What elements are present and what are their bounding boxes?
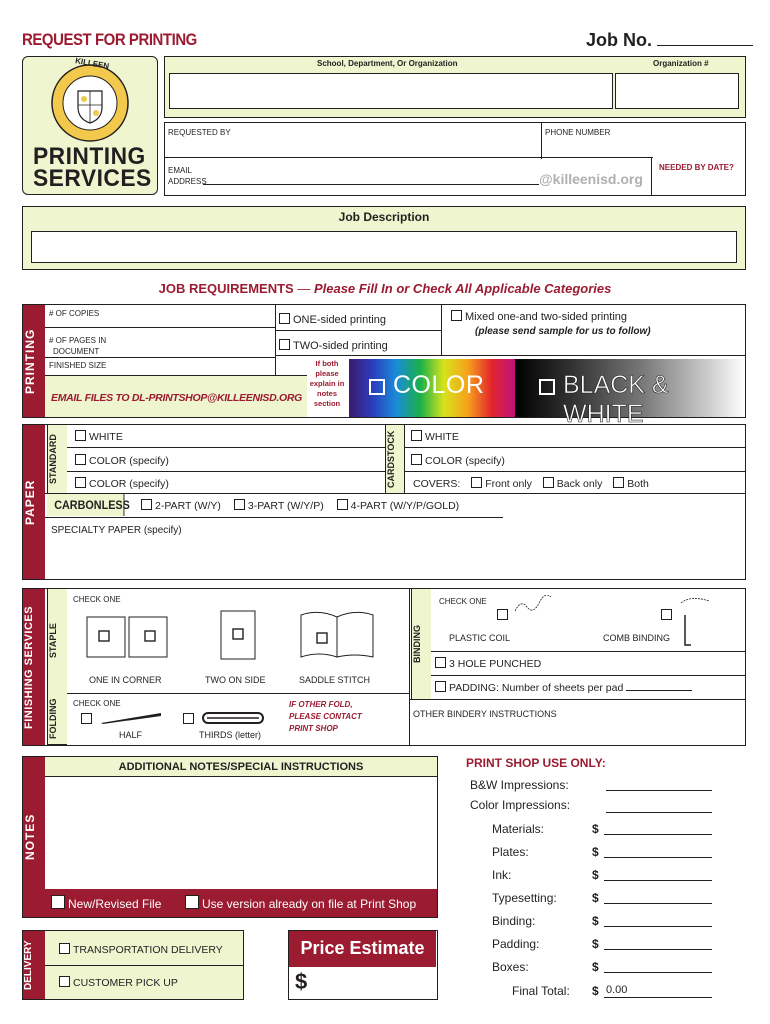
folding-label: FOLDING [47, 693, 67, 745]
job-no-label: Job No. [586, 30, 753, 51]
contact-panel [164, 122, 746, 196]
printing-section [22, 304, 746, 428]
materials-field[interactable] [604, 834, 712, 835]
other-bindery-field[interactable] [413, 723, 743, 741]
if-both-note: If both please explain in notes section [309, 359, 345, 408]
cost-row-binding: Binding: $ [492, 914, 714, 934]
final-total-field[interactable]: 0.00 [604, 984, 712, 998]
two-part-option[interactable]: 2-PART (W/Y) [141, 500, 221, 512]
two-side-label: TWO ON SIDE [205, 675, 266, 685]
cost-row-plates: Plates: $ [492, 845, 714, 865]
finished-size-label: FINISHED SIZE [49, 361, 107, 370]
transport-checkbox[interactable] [59, 943, 70, 954]
organization-panel [164, 56, 746, 118]
other-bindery-label: OTHER BINDERY INSTRUCTIONS [413, 709, 557, 719]
specialty-paper-label: SPECIALTY PAPER (specify) [51, 525, 182, 536]
cardstock-color-checkbox[interactable] [411, 454, 422, 465]
covers-row: COVERS: Front only Back only Both [413, 478, 649, 490]
half-fold-icon [99, 711, 163, 725]
thirds-label: THIRDS (letter) [199, 730, 262, 740]
logo-printing-text: PRINTING [33, 143, 146, 170]
plastic-coil-icon [513, 595, 553, 615]
three-part-option[interactable]: 3-PART (W/Y/P) [234, 500, 324, 512]
padding-sheets-field[interactable] [626, 690, 692, 691]
job-description-panel [22, 206, 746, 270]
price-estimate-field[interactable] [317, 971, 433, 997]
carbonless-options [141, 499, 459, 512]
comb-binding-icon [677, 595, 713, 649]
color-checkbox[interactable] [369, 379, 385, 395]
email-files-banner: EMAIL FILES TO DL-PRINTSHOP@KILLEENISD.ORG [45, 375, 307, 417]
file-options-bar [45, 889, 437, 917]
phone-label: PHONE NUMBER [545, 128, 611, 137]
notes-title: ADDITIONAL NOTES/SPECIAL INSTRUCTIONS [45, 757, 437, 777]
phone-field[interactable] [545, 139, 741, 155]
bw-impressions-label: B&W Impressions: [470, 778, 569, 792]
thirds-fold-checkbox[interactable] [183, 713, 194, 724]
notes-field[interactable] [49, 781, 433, 885]
logo-panel [22, 56, 158, 195]
thirds-fold-icon [201, 711, 265, 725]
specialty-paper-field[interactable] [51, 539, 741, 575]
use-version-checkbox[interactable] [185, 895, 199, 909]
binding-label: BINDING [411, 589, 431, 699]
front-only-checkbox[interactable] [471, 477, 482, 488]
standard-white-checkbox[interactable] [75, 430, 86, 441]
price-estimate-title: Price Estimate [289, 931, 436, 967]
transport-option[interactable]: TRANSPORTATION DELIVERY [59, 943, 223, 956]
mixed-option[interactable]: Mixed one-and two-sided printing [451, 310, 627, 323]
pickup-option[interactable]: CUSTOMER PICK UP [59, 976, 178, 989]
three-part-checkbox[interactable] [234, 499, 245, 510]
standard-color-checkbox-2[interactable] [75, 477, 86, 488]
typesetting-field[interactable] [604, 903, 712, 904]
standard-label: STANDARD [47, 425, 67, 493]
requested-by-field[interactable] [235, 127, 535, 153]
new-revised-option[interactable]: New/Revised File [51, 895, 161, 911]
half-label: HALF [119, 730, 143, 740]
color-option[interactable]: COLOR [349, 359, 515, 417]
one-sided-option[interactable]: ONE-sided printing [279, 313, 386, 326]
logo-top-text: KILLEEN [74, 56, 110, 71]
three-hole-checkbox[interactable] [435, 657, 446, 668]
cardstock-label: CARDSTOCK [385, 425, 405, 493]
notes-side-label: NOTES [23, 757, 45, 917]
standard-color-checkbox-1[interactable] [75, 454, 86, 465]
cost-row-boxes: Boxes: $ [492, 960, 714, 980]
ink-field[interactable] [604, 880, 712, 881]
both-option[interactable]: Both [613, 478, 649, 490]
delivery-side-label: DELIVERY [23, 931, 45, 999]
paper-side-label: PAPER [23, 425, 45, 579]
staple-check-one: CHECK ONE [73, 595, 121, 604]
black-white-option[interactable]: BLACK & WHITE [515, 359, 745, 417]
saddle-stitch-label: SADDLE STITCH [299, 675, 371, 685]
color-impressions-label: Color Impressions: [470, 798, 571, 812]
three-hole-option[interactable]: 3 HOLE PUNCHED [435, 657, 541, 670]
cost-row-padding: Padding: $ [492, 937, 714, 957]
four-part-checkbox[interactable] [337, 499, 348, 510]
folding-check-one: CHECK ONE [73, 699, 121, 708]
finishing-side-label: FINISHING SERVICES [23, 589, 45, 745]
form-title: REQUEST FOR PRINTING [22, 30, 197, 49]
carbonless-label: CARBONLESS [47, 494, 124, 516]
district-seal-icon [50, 63, 130, 143]
mixed-checkbox[interactable] [451, 310, 462, 321]
plates-field[interactable] [604, 857, 712, 858]
plastic-coil-label: PLASTIC COIL [449, 633, 511, 643]
padding-option[interactable]: PADDING: Number of sheets per pad [435, 681, 692, 694]
cardstock-color-option[interactable]: COLOR (specify) [411, 454, 505, 467]
standard-color-option-1[interactable]: COLOR (specify) [75, 454, 169, 467]
pages-label: # OF PAGES IN DOCUMENT [49, 336, 107, 356]
binding-field[interactable] [604, 926, 712, 927]
cost-row-materials: Materials: $ [492, 822, 714, 842]
bw-impressions-field[interactable] [606, 790, 712, 791]
school-field[interactable] [169, 73, 613, 109]
four-part-option[interactable]: 4-PART (W/Y/P/GOLD) [337, 500, 460, 512]
saddle-stitch-icon[interactable] [299, 607, 377, 659]
mixed-note: (please send sample for us to follow) [475, 326, 651, 337]
logo-services-text: SERVICES [33, 165, 152, 192]
back-only-checkbox[interactable] [543, 477, 554, 488]
cost-row-ink: Ink: $ [492, 868, 714, 888]
both-checkbox[interactable] [613, 477, 624, 488]
cost-row-typesetting: Typesetting: $ [492, 891, 714, 911]
thirds-fold-option[interactable] [183, 713, 197, 726]
color-impressions-field[interactable] [606, 812, 712, 813]
other-fold-note: IF OTHER FOLD, PLEASE CONTACT PRINT SHOP [289, 700, 362, 733]
print-shop-title: PRINT SHOP USE ONLY: [466, 756, 606, 770]
job-description-field[interactable] [31, 231, 737, 263]
standard-color-option-2[interactable]: COLOR (specify) [75, 477, 169, 490]
job-description-title: Job Description [338, 210, 430, 224]
comb-binding-label: COMB BINDING [603, 633, 671, 643]
requested-by-label: REQUESTED BY [168, 128, 231, 137]
use-version-option[interactable]: Use version already on file at Print Shop [185, 895, 416, 911]
padding-checkbox[interactable] [435, 681, 446, 692]
email-label: EMAIL [168, 166, 193, 175]
back-only-option[interactable]: Back only [543, 478, 603, 490]
email-domain: @killeenisd.org [539, 171, 643, 187]
cardstock-white-checkbox[interactable] [411, 430, 422, 441]
printing-side-label: PRINTING [23, 305, 45, 417]
comb-binding-option[interactable] [661, 609, 675, 622]
one-sided-checkbox[interactable] [279, 313, 290, 324]
needed-by-label: NEEDED BY DATE? [659, 163, 734, 172]
pickup-checkbox[interactable] [59, 976, 70, 987]
delivery-section [22, 930, 244, 1000]
requirements-title: JOB REQUIREMENTS — Please Fill In or Check All Applicable Categories [158, 281, 612, 296]
standard-white-option[interactable]: WHITE [75, 430, 123, 443]
new-revised-checkbox[interactable] [51, 895, 65, 909]
org-number-field[interactable] [615, 73, 739, 109]
binding-check-one: CHECK ONE [439, 597, 487, 606]
email-field[interactable] [203, 184, 539, 185]
org-num-label: Organization # [653, 59, 709, 68]
address-label: ADDRESS [168, 177, 207, 186]
finishing-section [22, 588, 746, 746]
staple-label: STAPLE [47, 589, 67, 693]
price-estimate-panel [288, 930, 438, 1000]
two-sided-option[interactable]: TWO-sided printing [279, 339, 388, 352]
plastic-coil-checkbox[interactable] [497, 609, 508, 620]
half-fold-option[interactable] [81, 713, 95, 726]
comb-binding-checkbox[interactable] [661, 609, 672, 620]
notes-section [22, 756, 438, 918]
copies-label: # OF COPIES [49, 309, 100, 318]
final-total-row: Final Total: $ 0.00 [512, 984, 714, 1004]
needed-by-field[interactable] [655, 173, 743, 193]
two-part-checkbox[interactable] [141, 499, 152, 510]
half-fold-checkbox[interactable] [81, 713, 92, 724]
black-white-checkbox[interactable] [539, 379, 555, 395]
front-only-option[interactable]: Front only [471, 478, 532, 490]
staple-one-corner-icon[interactable] [85, 613, 171, 661]
two-sided-checkbox[interactable] [279, 339, 290, 350]
boxes-field[interactable] [604, 972, 712, 973]
plastic-coil-option[interactable] [497, 609, 511, 622]
school-label: School, Department, Or Organization [317, 59, 458, 68]
paper-section [22, 424, 746, 580]
cardstock-white-option[interactable]: WHITE [411, 430, 459, 443]
price-dollar-sign: $ [295, 969, 308, 994]
staple-two-side-icon[interactable] [219, 607, 259, 663]
padding-cost-field[interactable] [604, 949, 712, 950]
one-corner-label: ONE IN CORNER [89, 675, 162, 685]
